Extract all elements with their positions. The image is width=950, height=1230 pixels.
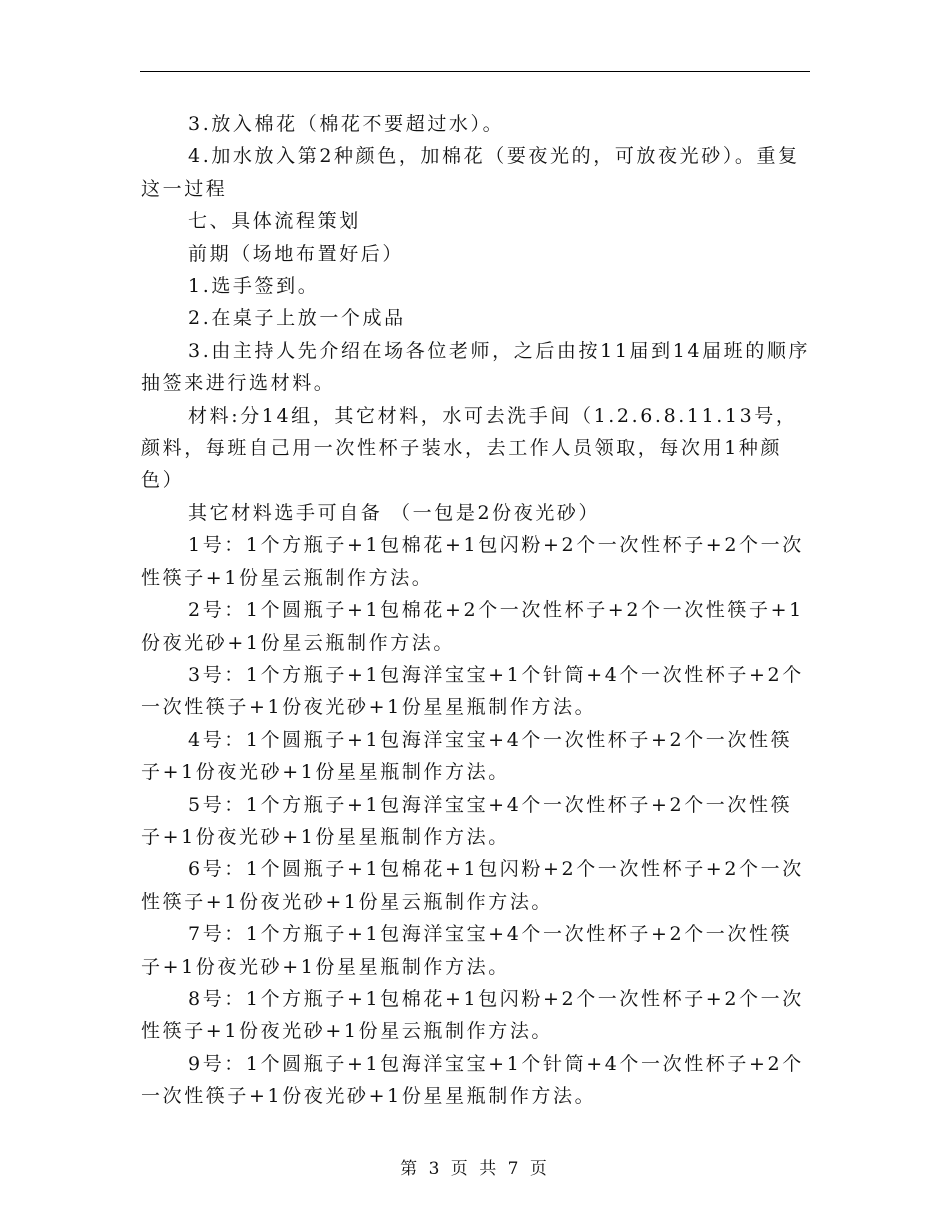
list-item: 8号：1个方瓶子+1包棉花+1包闪粉+2个一次性杯子+2个一次性筷子+1份夜光砂+1份星云瓶制作方法。	[141, 987, 804, 1043]
paragraph: 其它材料选手可自备 （一包是2份夜光砂）	[188, 501, 601, 524]
list-item: 3号：1个方瓶子+1包海洋宝宝+1个针筒+4个一次性杯子+2个一次性筷子+1份夜光砂+1份星星瓶制作方法。	[141, 663, 804, 719]
document-body	[141, 108, 811, 1113]
paragraph: 3.放入棉花（棉花不要超过水）。	[188, 113, 505, 135]
page-footer: 第 3 页 共 7 页	[400, 1159, 550, 1179]
section-heading: 七、具体流程策划	[188, 210, 361, 233]
list-item: 7号：1个方瓶子+1包海洋宝宝+4个一次性杯子+2个一次性筷子+1份夜光砂+1份星星瓶制作方法。	[141, 923, 793, 978]
paragraph: 材料:分14组，其它材料，水可去洗手间（1.2.6.8.11.13号，颜料，每班自己用一次性杯子装水，去工作人员领取，每次用1种颜色）	[141, 404, 798, 492]
paragraph: 前期（场地布置好后）	[188, 242, 405, 265]
list-item: 4号：1个圆瓶子+1包海洋宝宝+4个一次性杯子+2个一次性筷子+1份夜光砂+1份星星瓶制作方法。	[141, 728, 793, 784]
list-item: 6号：1个圆瓶子+1包棉花+1包闪粉+2个一次性杯子+2个一次性筷子+1份夜光砂+1份星云瓶制作方法。	[141, 858, 804, 913]
paragraph: 1.选手签到。	[188, 275, 320, 298]
list-item: 1号：1个方瓶子+1包棉花+1包闪粉+2个一次性杯子+2个一次性筷子+1份星云瓶制作方法。	[141, 534, 804, 589]
paragraph: 3.由主持人先介绍在场各位老师，之后由按11届到14届班的顺序抽签来进行选材料。	[141, 339, 811, 395]
header-rule	[140, 71, 810, 72]
paragraph: 4.加水放入第2种颜色，加棉花（要夜光的，可放夜光砂）。重复这一过程	[141, 145, 800, 200]
list-item: 2号：1个圆瓶子+1包棉花+2个一次性杯子+2个一次性筷子+1份夜光砂+1份星云瓶制作方法。	[141, 599, 804, 654]
paragraph: 2.在桌子上放一个成品	[188, 307, 406, 330]
list-item: 5号：1个方瓶子+1包海洋宝宝+4个一次性杯子+2个一次性筷子+1份夜光砂+1份星星瓶制作方法。	[141, 793, 793, 848]
list-item: 9号：1个圆瓶子+1包海洋宝宝+1个针筒+4个一次性杯子+2个一次性筷子+1份夜光砂+1份星星瓶制作方法。	[141, 1052, 804, 1108]
